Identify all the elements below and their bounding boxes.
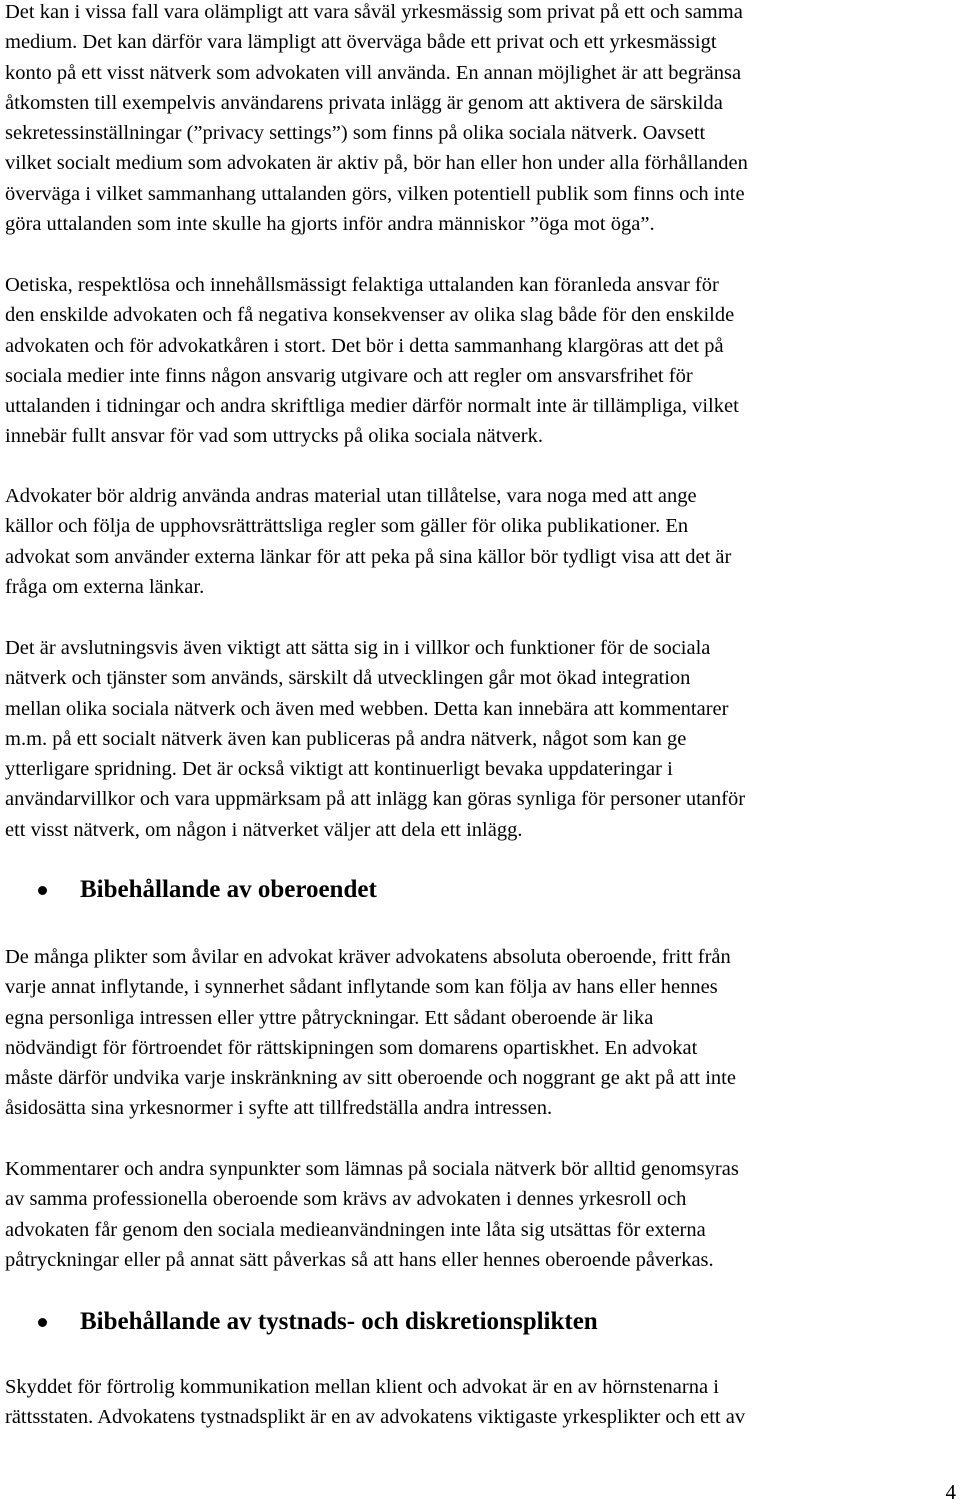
text-line: innebär fullt ansvar för vad som uttrycks på olika sociala nätverk.: [5, 425, 543, 448]
bullet-icon: [38, 886, 47, 895]
paragraph-unethical-statements: [5, 270, 739, 452]
section-heading-confidentiality: [5, 1308, 598, 1336]
text-line: advokat som använder externa länkar för att peka på sina källor bör tydligt visa att det är: [5, 545, 732, 568]
text-line: Advokater bör aldrig använda andras material utan tillåtelse, vara noga med att ange: [5, 485, 697, 507]
text-line: Det kan i vissa fall vara olämpligt att vara såväl yrkesmässig som privat på ett och samma: [5, 1, 743, 23]
text-line: nödvändigt för förtroendet för rättskipningen som domarens opartiskhet. En advokat: [5, 1036, 698, 1059]
paragraph-terms-and-conditions: [5, 633, 745, 845]
text-line: källor och följa de upphovsrätträttsliga regler som gäller för olika publikationer. En: [5, 515, 689, 538]
text-line: sekretessinställningar (”privacy settings”) som finns på olika sociala nätverk. Oavsett: [5, 122, 706, 145]
text-line: advokaten får genom den sociala medieanvändningen inte låta sig utsättas för externa: [5, 1218, 706, 1241]
text-line: Det är avslutningsvis även viktigt att sätta sig in i villkor och funktioner för de sociala: [5, 637, 711, 659]
text-line: egna personliga intressen eller yttre påtryckningar. Ett sådant oberoende är lika: [5, 1006, 654, 1029]
text-line: av samma professionella oberoende som krävs av advokaten i dennes yrkesroll och: [5, 1188, 687, 1211]
text-line: De många plikter som åvilar en advokat kräver advokatens absoluta oberoende, fritt från: [5, 946, 731, 968]
text-line: åtkomsten till exempelvis användarens privata inlägg är genom att aktivera de särskilda: [5, 91, 723, 114]
paragraph-professional-independence: [5, 1154, 739, 1275]
heading-text: Bibehållande av tystnads- och diskretionsplikten: [80, 1308, 598, 1335]
text-line: fråga om externa länkar.: [5, 575, 205, 598]
text-line: måste därför undvika varje inskränkning av sitt oberoende och noggrant ge akt på att inte: [5, 1067, 736, 1090]
text-line: sociala medier inte finns någon ansvarig utgivare och att regler om ansvarsfrihet för: [5, 364, 693, 387]
text-line: överväga i vilket sammanhang uttalanden görs, vilken potentiell publik som finns och inte: [5, 182, 745, 205]
text-line: varje annat inflytande, i synnerhet sådant inflytande som kan följa av hans eller hennes: [5, 976, 718, 999]
heading-text: Bibehållande av oberoendet: [80, 876, 377, 903]
text-line: konto på ett visst nätverk som advokaten vill använda. En annan möjlighet är att begränsa: [5, 61, 742, 84]
text-line: åsidosätta sina yrkesnormer i syfte att tillfredställa andra intressen.: [5, 1097, 553, 1120]
text-line: göra uttalanden som inte skulle ha gjorts inför andra människor ”öga mot öga”.: [5, 213, 655, 236]
text-line: ett visst nätverk, om någon i nätverket väljer att dela ett inlägg.: [5, 818, 523, 841]
text-line: medium. Det kan därför vara lämpligt att överväga både ett privat och ett yrkesmässigt: [5, 31, 717, 54]
text-line: advokaten och för advokatkåren i stort. Det bör i detta sammanhang klargöras att det på: [5, 334, 724, 357]
text-line: Oetiska, respektlösa och innehållsmässigt felaktiga uttalanden kan föranleda ansvar för: [5, 274, 719, 296]
bullet-icon: [38, 1318, 47, 1327]
text-line: ytterligare spridning. Det är också viktigt att kontinuerligt bevaka uppdateringar i: [5, 758, 673, 781]
text-line: påtryckningar eller på annat sätt påverkas så att hans eller hennes oberoende påverkas.: [5, 1248, 714, 1271]
paragraph-independence-duties: [5, 942, 736, 1124]
text-line: Kommentarer och andra synpunkter som lämnas på sociala nätverk bör alltid genomsyras: [5, 1158, 739, 1180]
paragraph-copyright: [5, 481, 731, 602]
text-line: m.m. på ett socialt nätverk även kan publiceras på andra nätverk, något som kan ge: [5, 727, 687, 750]
text-line: användarvillkor och vara uppmärksam på att inlägg kan göras synliga för personer utanför: [5, 788, 746, 811]
page-number: 4: [945, 1480, 956, 1504]
text-line: Skyddet för förtrolig kommunikation mellan klient och advokat är en av hörnstenarna i: [5, 1376, 719, 1398]
text-line: den enskilde advokaten och få negativa konsekvenser av olika slag både för den enskilde: [5, 304, 735, 327]
section-heading-independence: [5, 876, 377, 904]
text-line: rättsstaten. Advokatens tystnadsplikt är en av advokatens viktigaste yrkesplikter och ett av: [5, 1406, 746, 1429]
paragraph-confidential-communication: [5, 1372, 745, 1433]
text-line: vilket socialt medium som advokaten är aktiv på, bör han eller hon under alla förhållanden: [5, 152, 748, 175]
text-line: uttalanden i tidningar och andra skriftliga medier därför normalt inte är tillämpliga, vilket: [5, 395, 739, 418]
paragraph-social-media-accounts: [5, 0, 748, 239]
text-line: nätverk och tjänster som används, särskilt då utvecklingen går mot ökad integration: [5, 667, 691, 690]
text-line: mellan olika sociala nätverk och även med webben. Detta kan innebära att kommentarer: [5, 697, 729, 720]
